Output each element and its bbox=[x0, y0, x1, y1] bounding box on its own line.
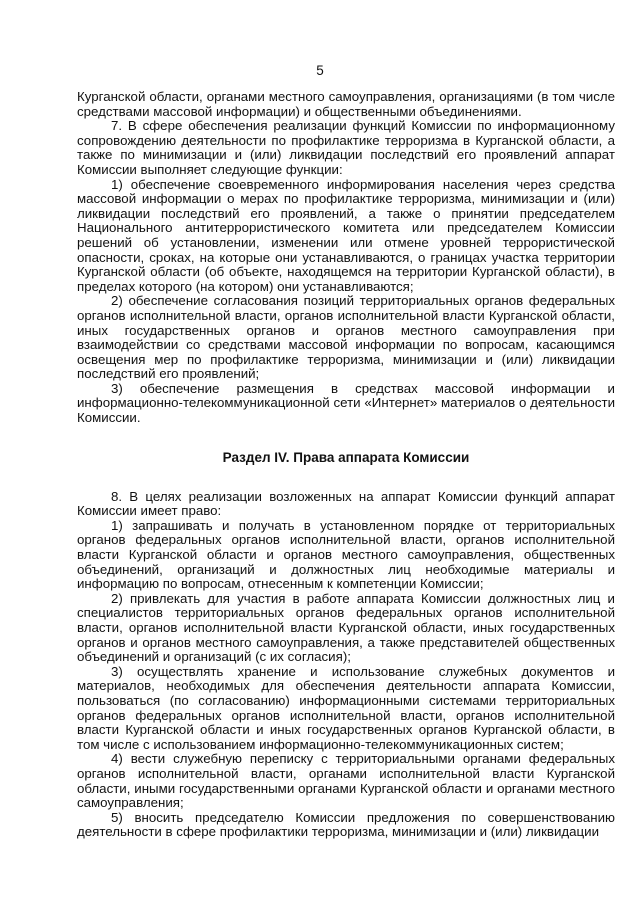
document-body bbox=[77, 90, 615, 840]
paragraph-item-7-2: 2) обеспечение согласования позиций территориальных органов федеральных органов исполнительной власти, органов исполнительной власти Курганской области, иных государственных органов и органов местного самоуправления при взаимодействии со средствами массовой информации по вопросам, касающимся освещения мер по профилактике терроризма, минимизации и (или) ликвидации последствий его проявлений; bbox=[77, 293, 615, 382]
paragraph-item-7-3: 3) обеспечение размещения в средствах массовой информации и информационно-телекоммуникационной сети «Интернет» материалов о деятельности Комиссии. bbox=[77, 380, 615, 426]
paragraph-item-8-3: 3) осуществлять хранение и использование служебных документов и материалов, необходимых для обеспечения деятельности аппарата Комиссии, пользоваться (по согласованию) информационными системами территориальных органов федеральных органов исполнительной власти, органов исполнительной власти Курганской области и иных государственных органов Курганской области, в том числе с использованием информационно-телекоммуникационных систем; bbox=[77, 663, 615, 752]
paragraph-item-8-5: 5) вносить председателю Комиссии предложения по совершенствованию деятельности в сфере профилактики терроризма, минимизации и (или) ликвидации bbox=[77, 809, 615, 840]
paragraph-item-8-4: 4) вести служебную переписку с территориальными органами федеральных органов исполнительной власти, органами исполнительной власти Курганской области, иными государственными органами Курганской области и органами местного самоуправления; bbox=[77, 751, 615, 811]
page-number: 5 bbox=[316, 63, 324, 78]
paragraph-item-8: 8. В целях реализации возложенных на аппарат Комиссии функций аппарат Комиссии имеет право: bbox=[77, 488, 615, 519]
paragraph-item-7: 7. В сфере обеспечения реализации функций Комиссии по информационному сопровождению деятельности по профилактике терроризма в Курганской области, а также по минимизации и (или) ликвидации последствий его проявлений аппарат Комиссии выполняет следующие функции: bbox=[77, 118, 615, 177]
paragraph-item-8-2: 2) привлекать для участия в работе аппарата Комиссии должностных лиц и специалистов территориальных органов федеральных органов исполнительной власти, органов исполнительной власти Курганской области, иных государственных органов и органов местного самоуправления, а также представителей общественных объединений и организаций (с их согласия); bbox=[77, 590, 615, 665]
paragraph-item-8-1: 1) запрашивать и получать в установленном порядке от территориальных органов федеральных органов исполнительной власти, органов исполнительной власти Курганской области и органов местного самоуправления, общественных объединений, организаций и должностных лиц необходимые материалы и информацию по вопросам, отнесенным к компетенции Комиссии; bbox=[77, 517, 615, 592]
section-heading: Раздел IV. Права аппарата Комиссии bbox=[222, 449, 470, 465]
paragraph-continuation: Курганской области, органами местного самоуправления, организациями (в том числе средствами массовой информации) и общественными объединениями. bbox=[77, 89, 615, 119]
paragraph-item-7-1: 1) обеспечение своевременного информирования населения через средства массовой информации о мерах по профилактике терроризма, минимизации и (или) ликвидации последствий его проявлений, а также о принятии председателем Национального антитеррористического комитета или председателем Комиссии решений об установлении, изменении или отмене уровней террористической опасности, сроках, на которые они устанавливаются, о границах участка территории Курганской области (об объекте, находящемся на территории Курганской области), в пределах которого (на котором) они устанавливаются; bbox=[77, 176, 615, 294]
